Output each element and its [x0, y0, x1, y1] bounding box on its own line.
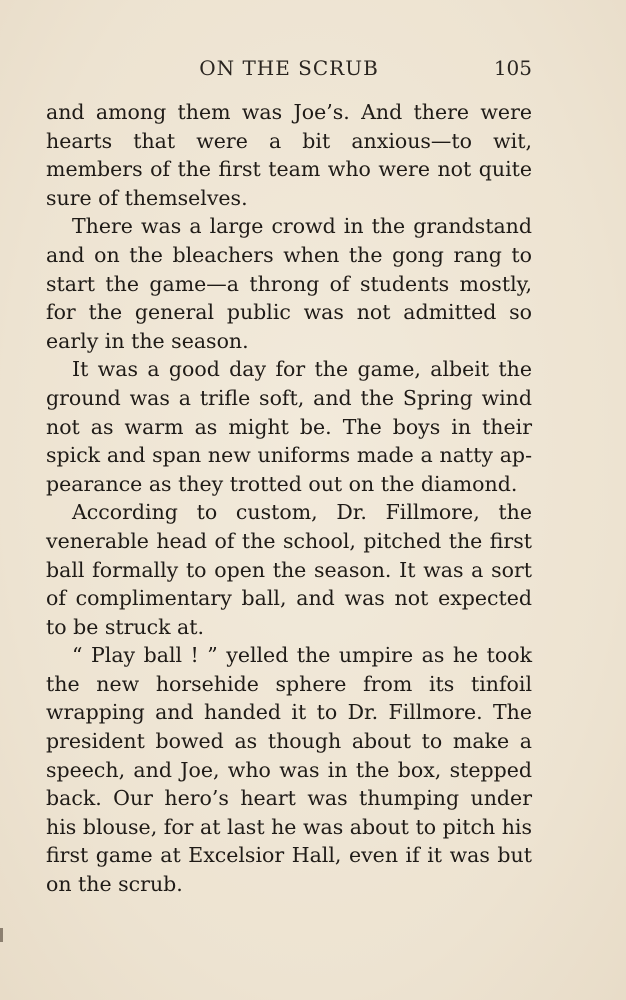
paragraph-weather: It was a good day for the game, albeit the ground was a trifle soft, and the Spring wind not as warm as might be. The boys in their spick and span new uniforms made a natty appearance as they trotted out on the diamond.	[46, 357, 532, 496]
paragraph-crowd: There was a large crowd in the grandstand and on the bleachers when the gong rang to start the game—a throng of students mostly, for the general public was not admitted so early in the season.	[46, 214, 532, 353]
running-head: ON THE SCRUB	[199, 56, 379, 80]
paragraph-continuation: and among them was Joe’s. And there were hearts that were a bit anxious—to wit, members of the first team who were not quite sure of themselves.	[46, 100, 532, 210]
page-header	[46, 56, 532, 86]
paragraph-first-ball: According to custom, Dr. Fillmore, the venerable head of the school, pitched the first ball formally to open the season. It was a sort of complimentary ball, and was not expected to be struck at.	[46, 500, 532, 639]
body-text	[46, 98, 532, 899]
page-number: 105	[493, 56, 532, 80]
page-edge-mark	[0, 928, 3, 942]
paragraph-play-ball: “ Play ball ! ” yelled the umpire as he took the new horsehide sphere from its tinfoil wrapping and handed it to Dr. Fillmore. The president bowed as though about to make a speech, and Joe, who was in the box, stepped back. Our hero’s heart was thumping under his blouse, for at last he was about to pitch his first game at Excelsior Hall, even if it was but on the scrub.	[46, 643, 532, 897]
